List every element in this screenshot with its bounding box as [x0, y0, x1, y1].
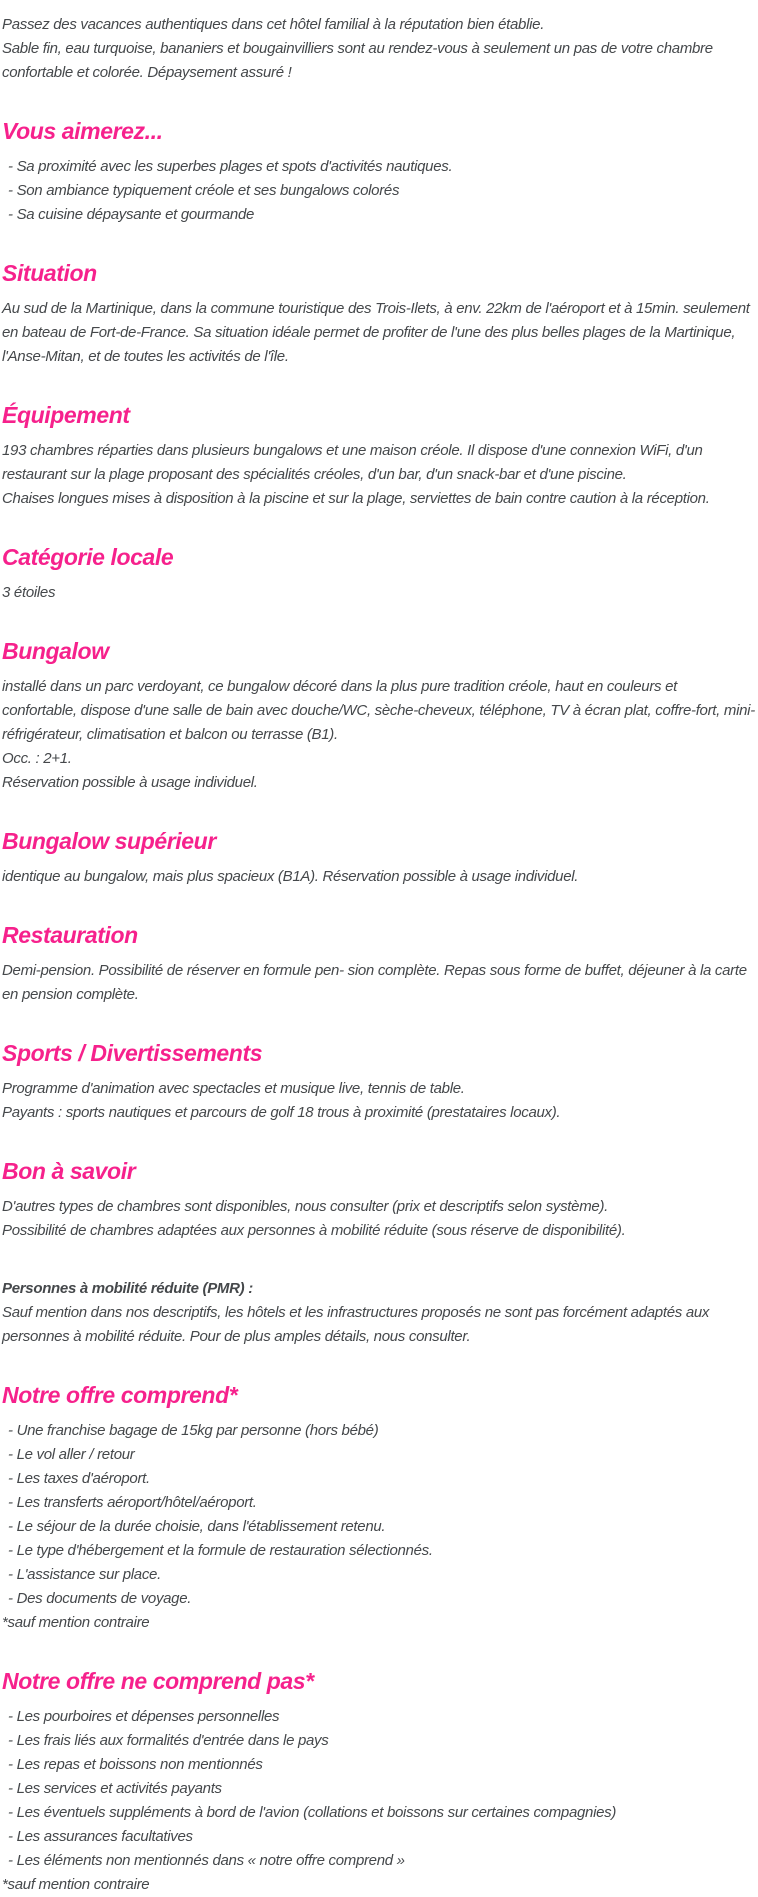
list-item: - Le vol aller / retour [8, 1446, 135, 1463]
section-bungalow-superieur [2, 826, 755, 889]
list-item: - L'assistance sur place. [8, 1566, 161, 1583]
intro-paragraph [2, 13, 755, 85]
section-title-categorie-locale: Catégorie locale [2, 544, 174, 570]
section-offre-ne-comprend-pas [2, 1666, 755, 1897]
paragraph: Au sud de la Martinique, dans la commune touristique des Trois-Ilets, à env. 22km de l'aéroport et à 15min. seulement en bateau de Fort-de-France. Sa situation idéale permet de profiter de l'une des plus belles plages de la Martinique, l'Anse-Mitan, et de toutes les activités de l'île. [2, 300, 750, 365]
list-item: - Les repas et boissons non mentionnés [8, 1756, 263, 1773]
list-item: - Son ambiance typiquement créole et ses bungalows colorés [8, 182, 400, 199]
occupancy-text: Occ. : 2+1. [2, 750, 72, 767]
section-title-vous-aimerez: Vous aimerez... [2, 118, 163, 144]
paragraph: Réservation possible à usage individuel. [2, 774, 258, 791]
paragraph: D'autres types de chambres sont disponibles, nous consulter (prix et descriptifs selon système). [2, 1198, 609, 1215]
intro-line: Sable fin, eau turquoise, bananiers et bougainvilliers sont au rendez-vous à seulement un pas de votre chambre confortable et colorée. Dépaysement assuré ! [2, 40, 713, 81]
intro-line: Passez des vacances authentiques dans cet hôtel familial à la réputation bien établie. [2, 16, 545, 33]
paragraph: 193 chambres réparties dans plusieurs bungalows et une maison créole. Il dispose d'une connexion WiFi, d'un restaurant sur la plage proposant des spécialités créoles, d'un bar, d'un snack-bar et d'une piscine. [2, 442, 703, 483]
star-rating-text: 3 étoiles [2, 584, 56, 601]
pmr-note [2, 1277, 755, 1349]
section-title-restauration: Restauration [2, 922, 138, 948]
paragraph: Chaises longues mises à disposition à la piscine et sur la plage, serviettes de bain contre caution à la réception. [2, 490, 710, 507]
pmr-note-heading: Personnes à mobilité réduite (PMR) : [2, 1280, 253, 1297]
list-item: - Les pourboires et dépenses personnelles [8, 1708, 280, 1725]
list-item: - Les éventuels suppléments à bord de l'avion (collations et boissons sur certaines compagnies) [8, 1804, 617, 1821]
section-title-sports-divertissements: Sports / Divertissements [2, 1040, 263, 1066]
section-restauration [2, 920, 755, 1007]
section-title-offre-ne-comprend-pas: Notre offre ne comprend pas* [2, 1668, 314, 1694]
list-item: - Sa proximité avec les superbes plages et spots d'activités nautiques. [8, 158, 453, 175]
list-item: - Les taxes d'aéroport. [8, 1470, 150, 1487]
paragraph: Demi-pension. Possibilité de réserver en formule pen- sion complète. Repas sous forme de buffet, déjeuner à la carte en pension complète. [2, 962, 747, 1003]
footnote: *sauf mention contraire [2, 1614, 150, 1631]
section-situation [2, 258, 755, 369]
section-offre-comprend [2, 1380, 755, 1635]
section-vous-aimerez [2, 116, 755, 227]
list-item: - Des documents de voyage. [8, 1590, 192, 1607]
list-item: - Les services et activités payants [8, 1780, 222, 1797]
list-item: - Les éléments non mentionnés dans « notre offre comprend » [8, 1852, 405, 1869]
pmr-note-text: Sauf mention dans nos descriptifs, les hôtels et les infrastructures proposés ne sont pas forcément adaptés aux personnes à mobilité réduite. Pour de plus amples détails, nous consulter. [2, 1304, 710, 1345]
paragraph: installé dans un parc verdoyant, ce bungalow décoré dans la plus pure tradition créole, haut en couleurs et confortable, dispose d'une salle de bain avec douche/WC, sèche-cheveux, téléphone, TV à écran plat, coffre-fort, mini-réfrigérateur, climatisation et balcon ou terrasse (B1). [2, 678, 755, 743]
paragraph: Payants : sports nautiques et parcours de golf 18 trous à proximité (prestataires locaux). [2, 1104, 561, 1121]
paragraph: identique au bungalow, mais plus spacieux (B1A). Réservation possible à usage individuel. [2, 868, 579, 885]
section-categorie-locale [2, 542, 755, 605]
section-title-situation: Situation [2, 260, 97, 286]
list-item: - Une franchise bagage de 15kg par personne (hors bébé) [8, 1422, 379, 1439]
section-title-bungalow: Bungalow [2, 638, 109, 664]
section-title-equipement: Équipement [2, 402, 130, 428]
section-bon-a-savoir [2, 1156, 755, 1349]
list-item: - Les transferts aéroport/hôtel/aéroport. [8, 1494, 257, 1511]
footnote: *sauf mention contraire [2, 1876, 150, 1893]
list-item: - Les frais liés aux formalités d'entrée dans le pays [8, 1732, 329, 1749]
section-bungalow [2, 636, 755, 795]
paragraph: Programme d'animation avec spectacles et musique live, tennis de table. [2, 1080, 465, 1097]
list-item: - Sa cuisine dépaysante et gourmande [8, 206, 255, 223]
list-item: - Les assurances facultatives [8, 1828, 193, 1845]
section-sports-divertissements [2, 1038, 755, 1125]
list-item: - Le type d'hébergement et la formule de restauration sélectionnés. [8, 1542, 433, 1559]
section-title-bungalow-superieur: Bungalow supérieur [2, 828, 216, 854]
paragraph: Possibilité de chambres adaptées aux personnes à mobilité réduite (sous réserve de disponibilité). [2, 1222, 626, 1239]
section-title-bon-a-savoir: Bon à savoir [2, 1158, 136, 1184]
section-title-offre-comprend: Notre offre comprend* [2, 1382, 238, 1408]
list-item: - Le séjour de la durée choisie, dans l'établissement retenu. [8, 1518, 386, 1535]
section-equipement [2, 400, 755, 511]
